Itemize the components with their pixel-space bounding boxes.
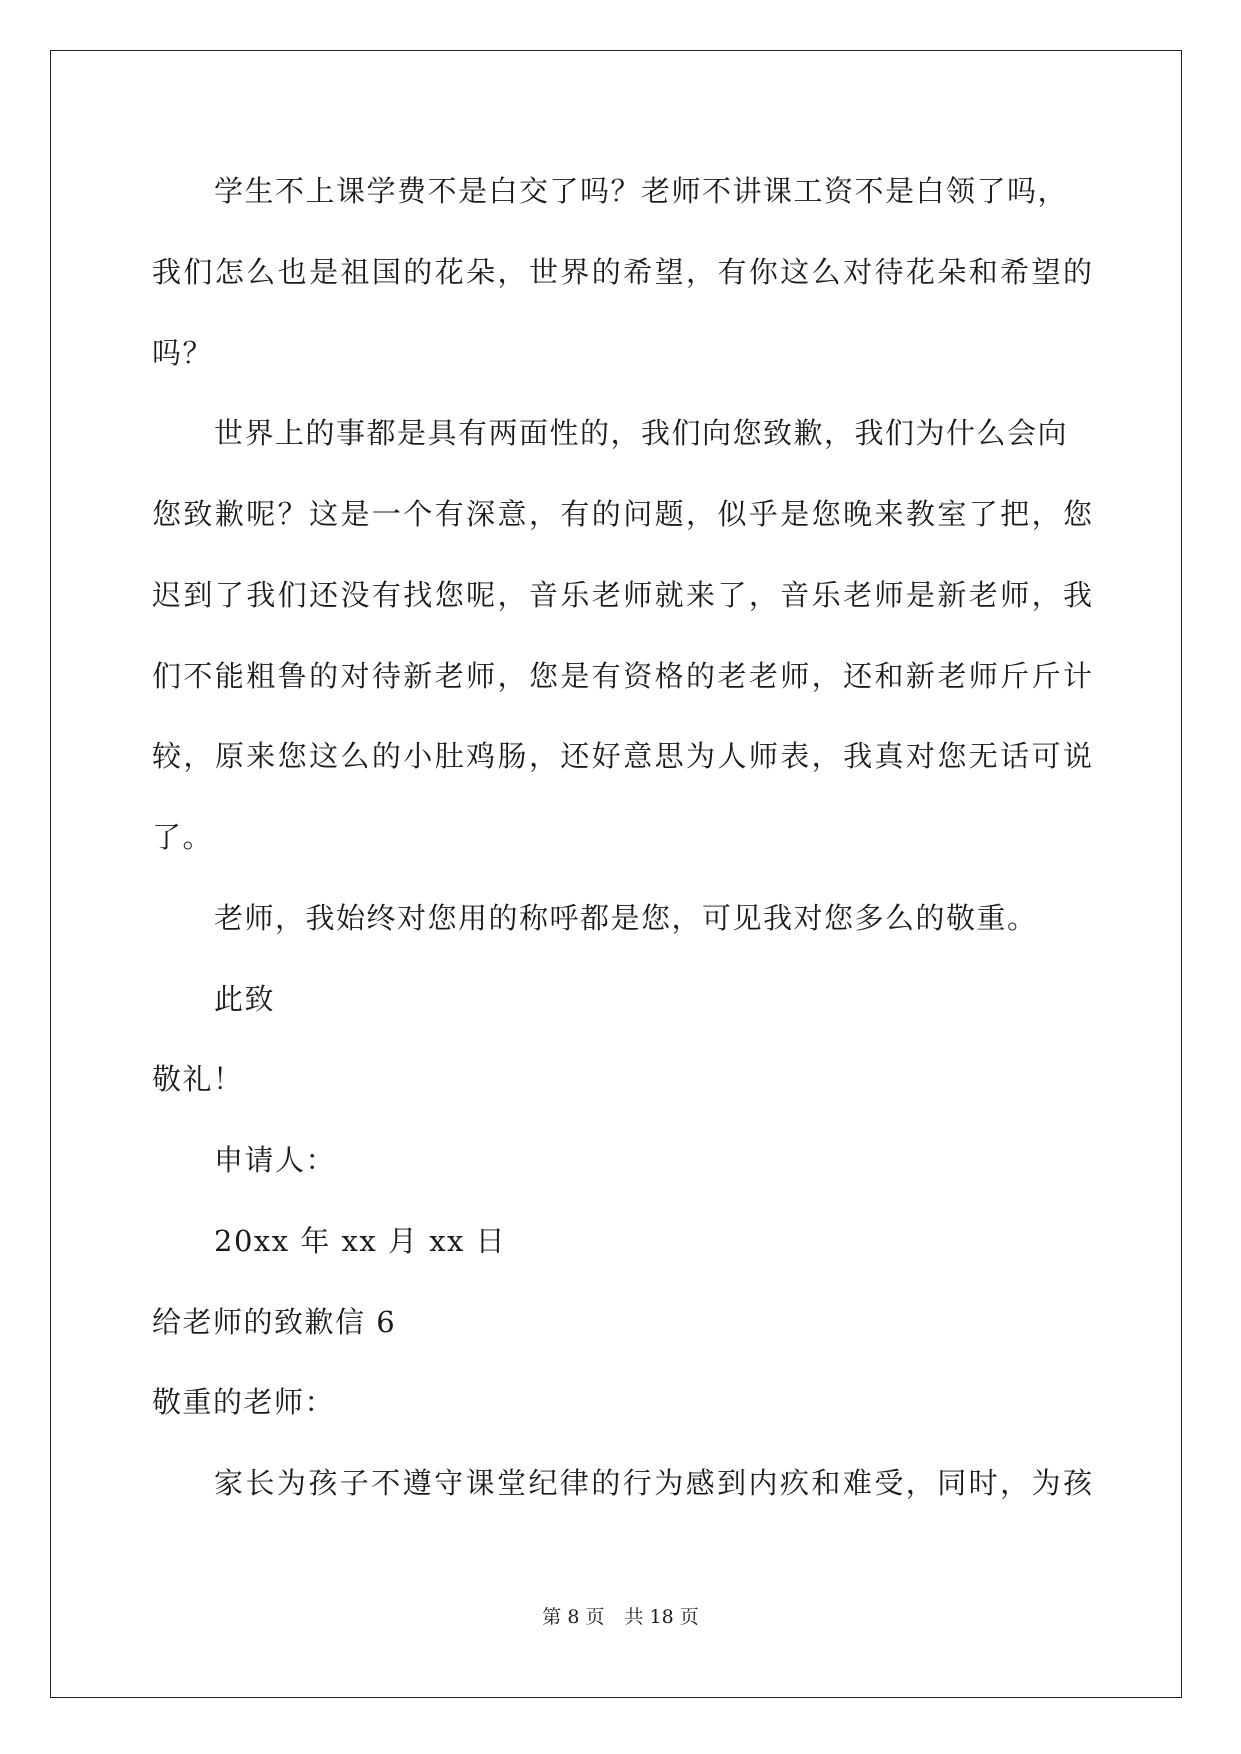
paragraph-line: 吗？ <box>152 336 214 370</box>
paragraph-line: 世界上的事都是具有两面性的，我们向您致歉，我们为什么会向 <box>214 416 1069 450</box>
greeting: 敬重的老师： <box>152 1385 336 1419</box>
date-line: 20xx 年 xx 月 xx 日 <box>214 1224 507 1258</box>
paragraph-line: 了。 <box>152 820 214 854</box>
closing-regards: 敬礼！ <box>152 1062 244 1096</box>
closing-salutation: 此致 <box>214 982 276 1016</box>
paragraph-line: 们不能粗鲁的对待新老师，您是有资格的老老师，还和新老师斤斤计 <box>152 659 1092 693</box>
page-border <box>50 50 1182 1698</box>
paragraph-line: 您致歉呢？这是一个有深意，有的问题，似乎是您晚来教室了把，您 <box>152 497 1092 531</box>
page-total: 共 18 页 <box>624 1606 699 1628</box>
applicant-label: 申请人： <box>214 1143 337 1177</box>
page-footer <box>0 1605 1241 1629</box>
letter-title: 给老师的致歉信 6 <box>152 1305 397 1339</box>
page-number: 第 8 页 <box>542 1606 605 1628</box>
paragraph-line: 家长为孩子不遵守课堂纪律的行为感到内疚和难受，同时，为孩 <box>214 1466 1092 1500</box>
paragraph-line: 我们怎么也是祖国的花朵，世界的希望，有你这么对待花朵和希望的 <box>152 255 1092 289</box>
paragraph-line: 老师，我始终对您用的称呼都是您，可见我对您多么的敬重。 <box>214 901 1038 935</box>
paragraph-line: 较，原来您这么的小肚鸡肠，还好意思为人师表，我真对您无话可说 <box>152 739 1092 773</box>
paragraph-line: 学生不上课学费不是白交了吗？老师不讲课工资不是白领了吗， <box>214 174 1069 208</box>
paragraph-line: 迟到了我们还没有找您呢，音乐老师就来了，音乐老师是新老师，我 <box>152 578 1092 612</box>
